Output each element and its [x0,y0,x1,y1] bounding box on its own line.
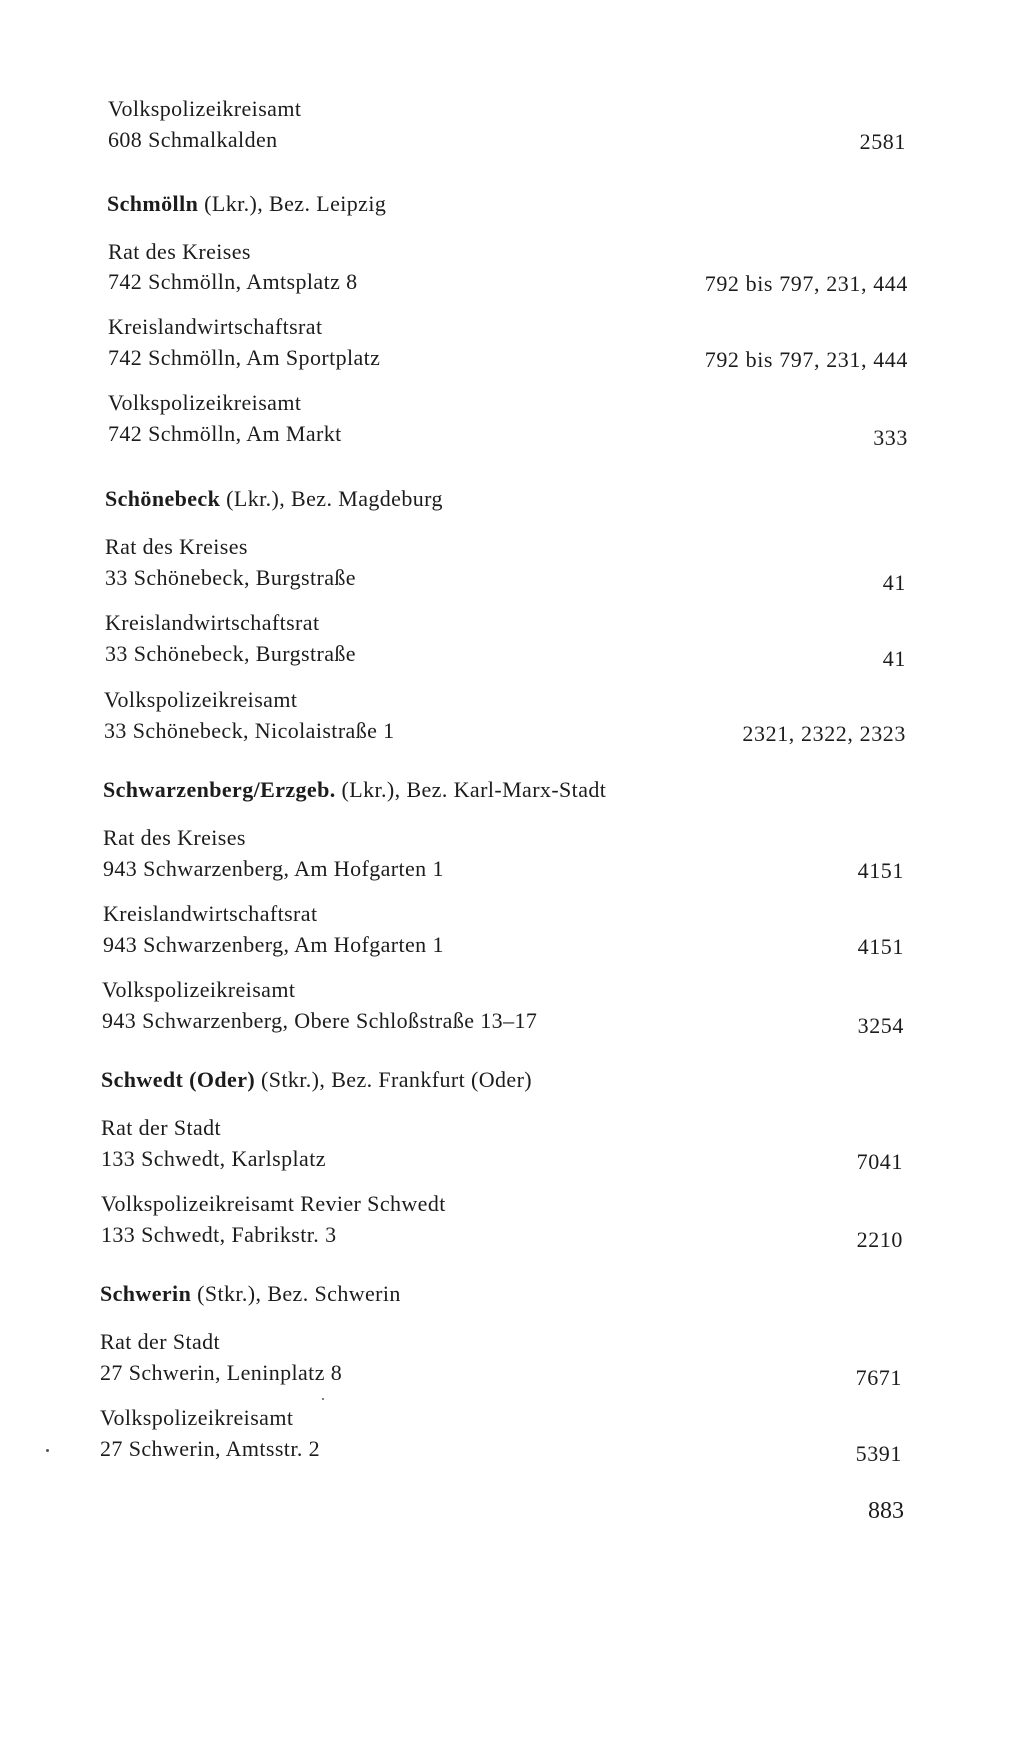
entry-address: 33 Schönebeck, Nicolaistraße 1 [104,718,395,743]
section-heading-name: Schwerin [100,1281,192,1306]
entry-phone: 792 bis 797, 231, 444 [704,271,908,296]
entry-phone: 41 [882,646,906,671]
entry-office: Rat des Kreises [103,825,246,850]
entry-office: Rat der Stadt [101,1115,222,1140]
entry-office: Kreislandwirtschaftsrat [103,901,318,926]
entry-address: 27 Schwerin, Amtsstr. 2 [100,1436,321,1461]
entry-phone: 2210 [856,1227,903,1252]
section-heading-suffix: (Stkr.), Bez. Frankfurt (Oder) [255,1067,533,1092]
page-number: 883 [868,1498,904,1524]
entry-phone: 2321, 2322, 2323 [742,721,906,746]
entry-phone: 7041 [856,1149,903,1174]
entry-office: Volkspolizeikreisamt [100,1405,294,1430]
section-heading-suffix: (Lkr.), Bez. Magdeburg [220,486,443,511]
entry-address: 608 Schmalkalden [108,127,278,152]
entry-phone: 3254 [857,1013,904,1038]
entry-phone: 41 [882,570,906,595]
entry-phone: 7671 [855,1365,902,1390]
entry-office: Volkspolizeikreisamt Revier Schwedt [101,1191,446,1216]
section-heading-suffix: (Lkr.), Bez. Leipzig [198,191,387,216]
section-heading-suffix: (Lkr.), Bez. Karl-Marx-Stadt [335,777,607,802]
section-heading-name: Schwarzenberg/Erzgeb. [103,777,336,802]
section-heading [101,1066,532,1094]
section-heading-suffix: (Stkr.), Bez. Schwerin [191,1281,401,1306]
entry-office: Volkspolizeikreisamt [108,96,302,121]
scan-speck [322,1398,324,1400]
section-heading-name: Schwedt (Oder) [101,1067,256,1092]
entry-office: Rat des Kreises [105,534,248,559]
entry-address: 33 Schönebeck, Burgstraße [105,565,356,590]
entry-address: 943 Schwarzenberg, Am Hofgarten 1 [103,932,444,957]
entry-office: Volkspolizeikreisamt [102,977,296,1002]
section-heading [105,485,443,513]
entry-address: 133 Schwedt, Fabrikstr. 3 [101,1222,337,1247]
entry-office: Volkspolizeikreisamt [108,390,302,415]
entry-address: 742 Schmölln, Am Sportplatz [108,345,381,370]
entry-phone: 5391 [855,1441,902,1466]
entry-phone: 333 [873,425,908,450]
scan-speck [46,1449,49,1452]
entry-office: Volkspolizeikreisamt [104,687,298,712]
entry-address: 742 Schmölln, Am Markt [108,421,342,446]
entry-office: Kreislandwirtschaftsrat [108,314,323,339]
entry-office: Rat des Kreises [108,239,251,264]
entry-address: 27 Schwerin, Leninplatz 8 [100,1360,343,1385]
entry-phone: 4151 [857,934,904,959]
entry-office: Rat der Stadt [100,1329,221,1354]
entry-address: 943 Schwarzenberg, Am Hofgarten 1 [103,856,444,881]
entry-address: 943 Schwarzenberg, Obere Schloßstraße 13–17 [102,1008,538,1033]
entry-phone: 2581 [859,129,906,154]
entry-address: 742 Schmölln, Amtsplatz 8 [108,269,358,294]
section-heading [103,776,606,804]
entry-phone: 792 bis 797, 231, 444 [704,347,908,372]
section-heading [100,1280,401,1308]
section-heading-name: Schmölln [107,191,199,216]
entry-office: Kreislandwirtschaftsrat [105,610,320,635]
entry-address: 133 Schwedt, Karlsplatz [101,1146,326,1171]
entry-address: 33 Schönebeck, Burgstraße [105,641,356,666]
section-heading-name: Schönebeck [105,486,221,511]
entry-phone: 4151 [857,858,904,883]
section-heading [107,190,386,218]
